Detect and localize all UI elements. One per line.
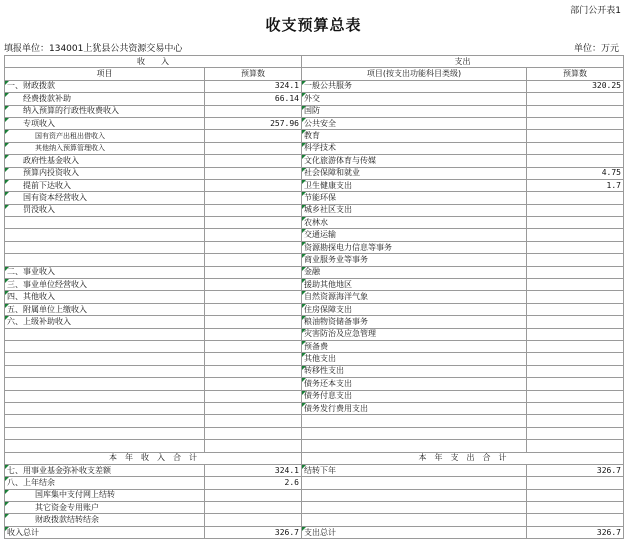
expense-value-cell[interactable] (527, 217, 624, 229)
footer-expense-value[interactable] (527, 489, 624, 501)
expense-item-cell[interactable]: 城乡社区支出 (302, 204, 527, 216)
expense-item-cell[interactable] (302, 440, 527, 452)
income-item-cell[interactable]: 二、事业收入 (5, 266, 205, 278)
footer-income-value[interactable]: 2.6 (205, 477, 302, 489)
expense-value-cell[interactable] (527, 105, 624, 117)
footer-row (5, 477, 624, 489)
income-item-cell[interactable] (5, 415, 205, 427)
income-item-cell[interactable] (5, 402, 205, 414)
income-value-cell[interactable] (205, 303, 302, 315)
col-header-budget-2[interactable]: 预算数 (527, 68, 624, 80)
income-value-cell[interactable] (205, 402, 302, 414)
footer-income-value[interactable] (205, 489, 302, 501)
income-value-cell[interactable] (205, 440, 302, 452)
income-value-cell[interactable] (205, 204, 302, 216)
income-item-cell[interactable]: 提前下达收入 (5, 179, 205, 191)
expense-item-cell[interactable]: 转移性支出 (302, 365, 527, 377)
expense-value-cell[interactable] (527, 229, 624, 241)
table-row (5, 353, 624, 365)
expense-item-cell[interactable]: 节能环保 (302, 192, 527, 204)
table-row (5, 415, 624, 427)
footer-row (5, 464, 624, 476)
expense-value-cell[interactable] (527, 402, 624, 414)
table-row (5, 378, 624, 390)
expense-item-cell[interactable]: 债务发行费用支出 (302, 402, 527, 414)
expense-item-cell[interactable]: 社会保障和就业 (302, 167, 527, 179)
col-header-budget[interactable]: 预算数 (205, 68, 302, 80)
income-value-cell[interactable] (205, 167, 302, 179)
table-row (5, 303, 624, 315)
expense-value-cell[interactable] (527, 192, 624, 204)
table-row (5, 217, 624, 229)
table-row (5, 155, 624, 167)
income-item-cell[interactable] (5, 340, 205, 352)
income-item-cell[interactable] (5, 254, 205, 266)
table-row (5, 142, 624, 154)
income-item-cell[interactable]: 国有资本经营收入 (5, 192, 205, 204)
col-header-item-func[interactable]: 项目(按支出功能科目类级) (302, 68, 527, 80)
footer-expense-value[interactable] (527, 514, 624, 526)
expense-item-cell[interactable]: 国防 (302, 105, 527, 117)
table-row (5, 279, 624, 291)
income-item-cell[interactable] (5, 328, 205, 340)
table-row (5, 266, 624, 278)
footer-income-cell[interactable]: 八、上年结余 (5, 477, 205, 489)
income-item-cell[interactable]: 预算内投资收入 (5, 167, 205, 179)
income-item-cell[interactable]: 四、其他收入 (5, 291, 205, 303)
income-value-cell[interactable]: 324.1 (205, 80, 302, 92)
expense-item-cell[interactable]: 粮油物资储备事务 (302, 316, 527, 328)
income-item-cell[interactable]: 罚没收入 (5, 204, 205, 216)
income-value-cell[interactable] (205, 415, 302, 427)
income-value-cell[interactable] (205, 229, 302, 241)
table-row (5, 117, 624, 129)
expense-value-cell[interactable]: 1.7 (527, 179, 624, 191)
expense-item-cell[interactable]: 一般公共服务 (302, 80, 527, 92)
income-value-cell[interactable] (205, 241, 302, 253)
expense-value-cell[interactable] (527, 254, 624, 266)
expense-item-cell[interactable] (302, 427, 527, 439)
income-item-cell[interactable] (5, 353, 205, 365)
expense-value-cell[interactable] (527, 390, 624, 402)
expense-value-cell[interactable]: 4.75 (527, 167, 624, 179)
expense-value-cell[interactable] (527, 427, 624, 439)
expense-value-cell[interactable] (527, 291, 624, 303)
income-value-cell[interactable] (205, 266, 302, 278)
income-item-cell[interactable] (5, 440, 205, 452)
expense-item-cell[interactable]: 其他支出 (302, 353, 527, 365)
table-row (5, 440, 624, 452)
expense-item-cell[interactable]: 债务还本支出 (302, 378, 527, 390)
expense-item-cell[interactable]: 灾害防治及应急管理 (302, 328, 527, 340)
expense-value-cell[interactable] (527, 415, 624, 427)
expense-value-cell[interactable] (527, 316, 624, 328)
expense-item-cell[interactable] (302, 415, 527, 427)
expense-value-cell[interactable] (527, 266, 624, 278)
table-row (5, 130, 624, 142)
footer-expense-value[interactable] (527, 477, 624, 489)
income-value-cell[interactable] (205, 217, 302, 229)
income-item-cell[interactable]: 政府性基金收入 (5, 155, 205, 167)
footer-expense-cell[interactable] (302, 502, 527, 514)
table-row (5, 328, 624, 340)
income-value-cell[interactable] (205, 179, 302, 191)
expense-item-cell[interactable]: 金融 (302, 266, 527, 278)
expense-value-cell[interactable] (527, 142, 624, 154)
total-expense-label[interactable]: 本 年 支 出 合 计 (302, 452, 624, 464)
footer-income-cell[interactable]: 其它资金专用账户 (5, 502, 205, 514)
expense-value-cell[interactable] (527, 130, 624, 142)
income-item-cell[interactable]: 六、上级补助收入 (5, 316, 205, 328)
expense-item-cell[interactable]: 公共安全 (302, 117, 527, 129)
table-row (5, 192, 624, 204)
expense-value-cell[interactable] (527, 440, 624, 452)
footer-row (5, 489, 624, 501)
income-value-cell[interactable] (205, 427, 302, 439)
income-value-cell[interactable] (205, 130, 302, 142)
table-row (5, 241, 624, 253)
table-row (5, 365, 624, 377)
income-item-cell[interactable]: 一、财政拨款 (5, 80, 205, 92)
income-item-cell[interactable] (5, 217, 205, 229)
income-item-cell[interactable]: 五、附属单位上缴收入 (5, 303, 205, 315)
footer-expense-cell[interactable] (302, 514, 527, 526)
footer-income-value[interactable]: 326.7 (205, 526, 302, 538)
expense-item-cell[interactable]: 债务付息支出 (302, 390, 527, 402)
income-item-cell[interactable] (5, 365, 205, 377)
table-row (5, 402, 624, 414)
page-title: 收支预算总表 (265, 16, 362, 34)
income-value-cell[interactable] (205, 340, 302, 352)
expense-item-cell[interactable]: 自然资源海洋气象 (302, 291, 527, 303)
income-item-cell[interactable]: 纳入预算的行政性收费收入 (5, 105, 205, 117)
expense-item-cell[interactable]: 交通运输 (302, 229, 527, 241)
expense-item-cell[interactable]: 科学技术 (302, 142, 527, 154)
footer-expense-value[interactable]: 326.7 (527, 464, 624, 476)
income-value-cell[interactable] (205, 316, 302, 328)
income-value-cell[interactable] (205, 279, 302, 291)
expense-value-cell[interactable] (527, 340, 624, 352)
income-item-cell[interactable]: 专项收入 (5, 117, 205, 129)
footer-expense-cell[interactable] (302, 489, 527, 501)
column-header-row (5, 68, 624, 80)
table-row (5, 316, 624, 328)
expense-value-cell[interactable] (527, 204, 624, 216)
footer-income-cell[interactable]: 收入总计 (5, 526, 205, 538)
income-item-cell[interactable] (5, 390, 205, 402)
income-value-cell[interactable]: 257.96 (205, 117, 302, 129)
footer-income-cell[interactable]: 国库集中支付网上结转 (5, 489, 205, 501)
income-value-cell[interactable] (205, 105, 302, 117)
income-item-cell[interactable]: 其他纳入预算管理收入 (5, 142, 205, 154)
table-row (5, 167, 624, 179)
expense-item-cell[interactable]: 农林水 (302, 217, 527, 229)
expense-value-cell[interactable] (527, 93, 624, 105)
expense-value-cell[interactable]: 320.25 (527, 80, 624, 92)
income-value-cell[interactable] (205, 390, 302, 402)
income-value-cell[interactable] (205, 291, 302, 303)
table-row (5, 80, 624, 92)
footer-income-value[interactable] (205, 514, 302, 526)
footer-expense-cell[interactable]: 结转下年 (302, 464, 527, 476)
income-value-cell[interactable] (205, 328, 302, 340)
footer-expense-cell[interactable] (302, 477, 527, 489)
table-row (5, 93, 624, 105)
income-value-cell[interactable] (205, 378, 302, 390)
expense-item-cell[interactable]: 资源勘探电力信息等事务 (302, 241, 527, 253)
table-row (5, 291, 624, 303)
table-row (5, 340, 624, 352)
expense-value-cell[interactable] (527, 378, 624, 390)
table-row (5, 229, 624, 241)
income-item-cell[interactable]: 国有资产出租出借收入 (5, 130, 205, 142)
expense-value-cell[interactable] (527, 155, 624, 167)
expense-value-cell[interactable] (527, 241, 624, 253)
expense-item-cell[interactable]: 住房保障支出 (302, 303, 527, 315)
reporting-unit: 填报单位：134001上犹县公共资源交易中心 (4, 44, 183, 54)
expense-value-cell[interactable] (527, 117, 624, 129)
expense-item-cell[interactable]: 预备费 (302, 340, 527, 352)
income-value-cell[interactable] (205, 155, 302, 167)
total-row (5, 452, 624, 464)
income-item-cell[interactable]: 三、事业单位经营收入 (5, 279, 205, 291)
expense-item-cell[interactable]: 援助其他地区 (302, 279, 527, 291)
col-header-item[interactable]: 项目 (5, 68, 205, 80)
income-value-cell[interactable] (205, 142, 302, 154)
table-row (5, 105, 624, 117)
table-row (5, 254, 624, 266)
income-item-cell[interactable] (5, 427, 205, 439)
footer-income-value[interactable]: 324.1 (205, 464, 302, 476)
expense-item-cell[interactable]: 卫生健康支出 (302, 179, 527, 191)
footer-expense-value[interactable]: 326.7 (527, 526, 624, 538)
total-income-label[interactable]: 本 年 收 入 合 计 (5, 452, 302, 464)
footer-row (5, 526, 624, 538)
income-value-cell[interactable] (205, 353, 302, 365)
footer-income-cell[interactable]: 财政拨款结转结余 (5, 514, 205, 526)
expense-item-cell[interactable]: 文化旅游体育与传媒 (302, 155, 527, 167)
footer-expense-cell[interactable]: 支出总计 (302, 526, 527, 538)
income-value-cell[interactable] (205, 365, 302, 377)
income-value-cell[interactable]: 66.14 (205, 93, 302, 105)
expense-item-cell[interactable]: 商业服务业等事务 (302, 254, 527, 266)
expense-value-cell[interactable] (527, 303, 624, 315)
expense-value-cell[interactable] (527, 279, 624, 291)
table-row (5, 427, 624, 439)
income-item-cell[interactable] (5, 241, 205, 253)
currency-unit: 单位：万元 (573, 44, 619, 54)
expense-value-cell[interactable] (527, 328, 624, 340)
footer-income-value[interactable] (205, 502, 302, 514)
section-header-row (5, 56, 624, 68)
footer-expense-value[interactable] (527, 502, 624, 514)
income-item-cell[interactable]: 经费拨款补助 (5, 93, 205, 105)
table-row (5, 204, 624, 216)
department-table-tag: 部门公开表1 (570, 6, 621, 16)
table-row (5, 179, 624, 191)
footer-row (5, 502, 624, 514)
budget-table (4, 55, 624, 539)
income-item-cell[interactable] (5, 378, 205, 390)
expense-value-cell[interactable] (527, 353, 624, 365)
footer-income-cell[interactable]: 七、用事业基金弥补收支差额 (5, 464, 205, 476)
income-item-cell[interactable] (5, 229, 205, 241)
expense-item-cell[interactable]: 外交 (302, 93, 527, 105)
table-row (5, 390, 624, 402)
expense-item-cell[interactable]: 教育 (302, 130, 527, 142)
expense-section-header[interactable]: 支出 (302, 56, 624, 68)
income-value-cell[interactable] (205, 254, 302, 266)
income-value-cell[interactable] (205, 192, 302, 204)
budget-table-body (5, 56, 624, 539)
income-section-header[interactable]: 收 入 (5, 56, 302, 68)
footer-row (5, 514, 624, 526)
expense-value-cell[interactable] (527, 365, 624, 377)
